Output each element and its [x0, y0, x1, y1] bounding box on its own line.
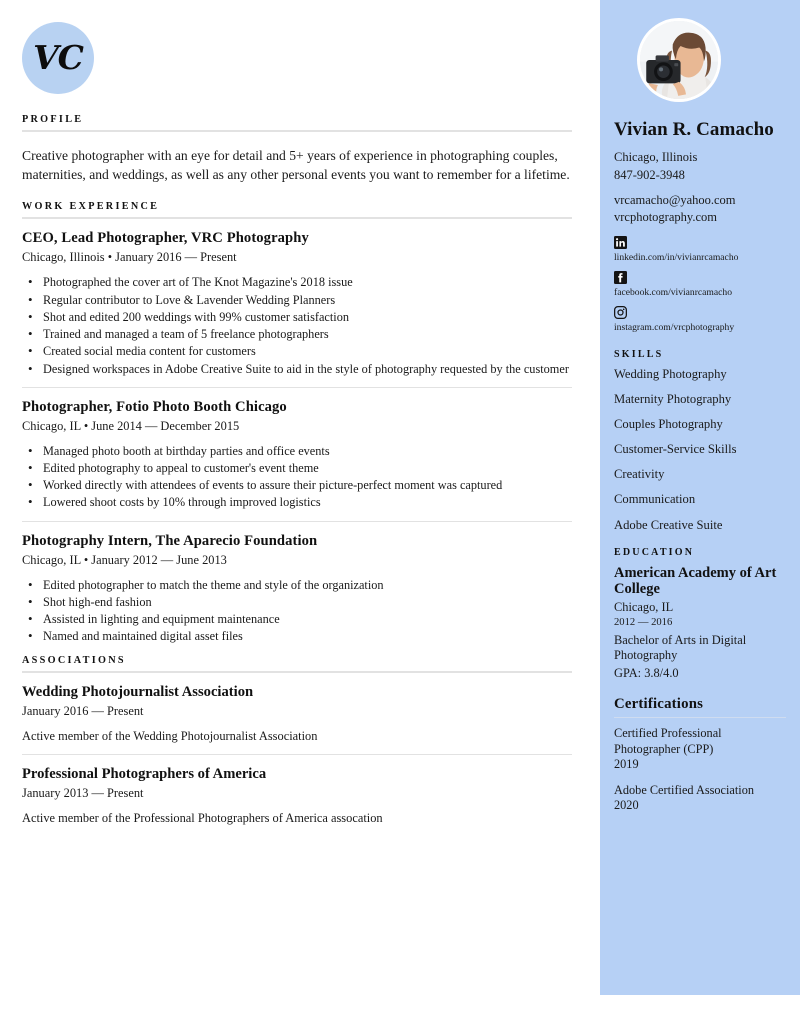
job-bullet: • Edited photographer to match the theme and style of the organization — [41, 577, 572, 593]
job-bullet: • Assisted in lighting and equipment maintenance — [41, 611, 572, 627]
associations-rule — [22, 671, 572, 673]
association-description: Active member of the Professional Photographers of America assocation — [22, 810, 383, 825]
skill-item: Maternity Photography — [614, 391, 732, 406]
certifications-rule — [614, 717, 786, 718]
associations-heading: ASSOCIATIONS — [22, 654, 126, 666]
contact-phone: 847-902-3948 — [614, 167, 685, 182]
contact-location: Chicago, Illinois — [614, 150, 698, 165]
education-entry — [614, 565, 786, 682]
contact-email[interactable]: vrcamacho@yahoo.com — [614, 192, 736, 207]
work-experience-rule — [22, 217, 572, 219]
skill-item: Creativity — [614, 467, 665, 482]
job-bullet: • Shot high-end fashion — [41, 594, 572, 610]
job-bullet: • Managed photo booth at birthday parties and office events — [41, 443, 572, 459]
skill-item: Communication — [614, 492, 696, 507]
certifications-heading: Certifications — [614, 696, 704, 713]
job-meta: Chicago, Illinois • January 2016 — Present — [22, 250, 237, 265]
job-title: Photography Intern, The Aparecio Foundation — [22, 532, 318, 549]
job-divider — [22, 387, 572, 388]
job-title: CEO, Lead Photographer, VRC Photography — [22, 230, 309, 247]
facebook-icon — [614, 271, 627, 284]
skills-list — [614, 367, 786, 533]
education-school: American Academy of Art College — [614, 564, 777, 598]
association-description: Active member of the Wedding Photojournalist Association — [22, 728, 318, 743]
job-bullets — [22, 577, 572, 645]
skill-item: Wedding Photography — [614, 366, 727, 381]
photographer-portrait-icon — [640, 21, 718, 99]
avatar — [637, 18, 721, 102]
job-meta: Chicago, IL • January 2012 — June 2013 — [22, 552, 227, 567]
job-bullet: • Shot and edited 200 weddings with 99% customer satisfaction — [41, 309, 572, 325]
instagram-url[interactable]: instagram.com/vrcphotography — [614, 321, 735, 333]
job-bullet: • Regular contributor to Love & Lavender Wedding Planners — [41, 292, 572, 308]
certification-item — [614, 726, 786, 772]
association-entry — [22, 684, 572, 744]
job-bullet: • Photographed the cover art of The Knot Magazine's 2018 issue — [41, 274, 572, 290]
association-entry — [22, 766, 572, 826]
skill-item: Adobe Creative Suite — [614, 517, 723, 532]
linkedin-icon — [614, 236, 627, 249]
person-name: Vivian R. Camacho — [614, 119, 774, 140]
association-title: Professional Photographers of America — [22, 765, 267, 782]
certification-year: 2019 — [614, 757, 639, 772]
job-bullet: • Designed workspaces in Adobe Creative Suite to aid in the style of photography requested by the customer — [41, 361, 572, 377]
instagram-icon — [614, 306, 627, 319]
education-gpa: GPA: 3.8/4.0 — [614, 665, 679, 680]
association-divider — [22, 754, 572, 755]
job-divider — [22, 521, 572, 522]
job-title: Photographer, Fotio Photo Booth Chicago — [22, 398, 287, 415]
job-bullet: • Named and maintained digital asset files — [41, 628, 572, 644]
association-dates: January 2016 — Present — [22, 703, 144, 718]
certification-item — [614, 783, 786, 814]
profile-heading: PROFILE — [22, 114, 84, 125]
job-bullet: • Worked directly with attendees of events to assure their picture-perfect moment was captured — [41, 477, 572, 493]
association-dates: January 2013 — Present — [22, 785, 144, 800]
job-bullet: • Trained and managed a team of 5 freelance photographers — [41, 326, 572, 342]
job-bullets — [22, 274, 572, 376]
certification-year: 2020 — [614, 798, 639, 813]
profile-summary: Creative photographer with an eye for detail and 5+ years of experience in photographing couples, maternities, and weddings, as well as any other personal events you want to remember for a lifetime. — [22, 147, 570, 183]
certification-name: Adobe Certified Association — [614, 782, 755, 797]
education-heading: EDUCATION — [614, 546, 695, 558]
certifications-list — [614, 726, 786, 813]
work-experience-heading: WORK EXPERIENCE — [22, 201, 160, 213]
job-bullet: • Lowered shoot costs by 10% through improved logistics — [41, 494, 572, 510]
job-meta: Chicago, IL • June 2014 — December 2015 — [22, 418, 240, 433]
job-bullet: • Edited photography to appeal to customer's event theme — [41, 460, 572, 476]
education-dates: 2012 — 2016 — [614, 616, 673, 628]
linkedin-url[interactable]: linkedin.com/in/vivianrcamacho — [614, 252, 739, 264]
job-entry — [22, 399, 572, 511]
monogram-initials: VC — [33, 37, 83, 77]
skill-item: Couples Photography — [614, 417, 723, 432]
association-title: Wedding Photojournalist Association — [22, 683, 254, 700]
social-links — [614, 236, 786, 335]
profile-rule — [22, 130, 572, 132]
skill-item: Customer-Service Skills — [614, 442, 737, 457]
facebook-url[interactable]: facebook.com/vivianrcamacho — [614, 286, 733, 298]
job-bullets — [22, 443, 572, 511]
education-location: Chicago, IL — [614, 599, 674, 614]
avatar-photo — [640, 21, 718, 99]
monogram-logo — [22, 22, 94, 94]
job-entry — [22, 230, 572, 376]
skills-heading: SKILLS — [614, 348, 664, 360]
contact-website[interactable]: vrcphotography.com — [614, 210, 717, 225]
sidebar — [600, 0, 800, 995]
certification-name: Certified Professional Photographer (CPP) — [614, 726, 722, 756]
job-bullet: • Created social media content for customers — [41, 343, 572, 359]
education-degree: Bachelor of Arts in Digital Photography — [614, 632, 747, 663]
job-entry — [22, 533, 572, 645]
